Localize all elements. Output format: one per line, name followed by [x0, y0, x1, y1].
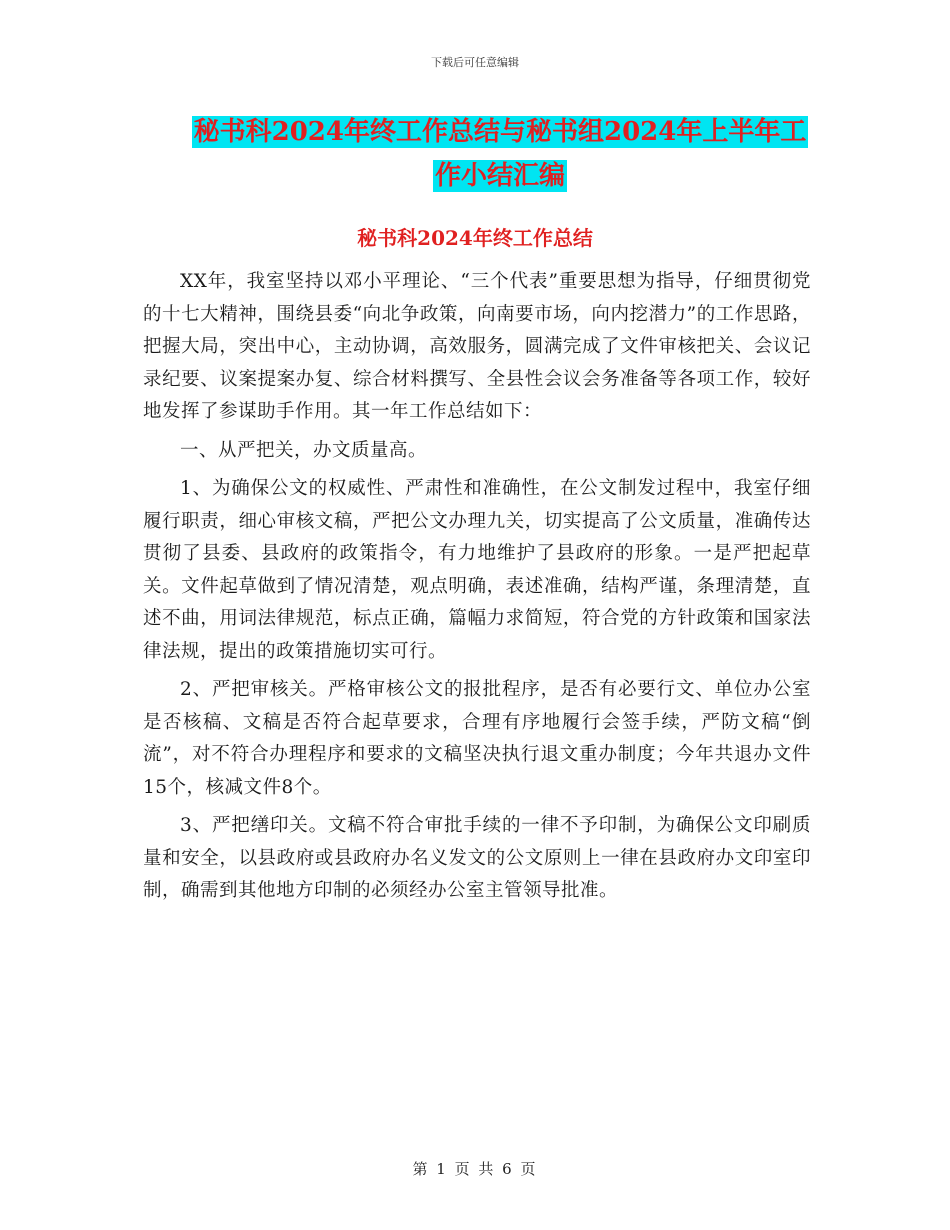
paragraph-item-1: 1、为确保公文的权威性、严肃性和准确性，在公文制发过程中，我室仔细履行职责，细心审核文稿，严把公文办理九关，切实提高了公文质量，准确传达贯彻了县委、县政府的政策指令，有力地维护了县政府的形象。一是严把起草关。文件起草做到了情况清楚，观点明确，表述准确，结构严谨，条理清楚，直述不曲，用词法律规范，标点正确，篇幅力求简短，符合党的方针政策和国家法律法规，提出的政策措施切实可行。 [143, 478, 811, 662]
paragraph-item-3: 3、严把缮印关。文稿不符合审批手续的一律不予印制，为确保公文印刷质量和安全，以县政府或县政府办名义发文的公文原则上一律在县政府办文印室印制，确需到其他地方印制的必须经办公室主管领导批准。 [143, 815, 811, 901]
document-body [143, 266, 811, 914]
document-title [130, 110, 870, 198]
page-number: 第 1 页 共 6 页 [412, 1160, 538, 1178]
page-header-note: 下载后可任意编辑 [431, 56, 519, 69]
section-title: 秘书科2024年终工作总结 [357, 226, 593, 250]
paragraph-intro: XX年，我室坚持以邓小平理论、“三个代表”重要思想为指导，仔细贯彻党的十七大精神，围绕县委“向北争政策，向南要市场，向内挖潜力”的工作思路，把握大局，突出中心，主动协调，高效服务，圆满完成了文件审核把关、会议记录纪要、议案提案办复、综合材料撰写、全县性会议会务准备等各项工作，较好地发挥了参谋助手作用。其一年工作总结如下： [143, 271, 811, 422]
paragraph-heading-1: 一、从严把关，办文质量高。 [180, 439, 428, 461]
paragraph-item-2: 2、严把审核关。严格审核公文的报批程序，是否有必要行文、单位办公室是否核稿、文稿是否符合起草要求，合理有序地履行会签手续，严防文稿“倒流”，对不符合办理程序和要求的文稿坚决执行退文重办制度；今年共退办文件15个，核减文件8个。 [143, 679, 811, 798]
title-line-2: 作小结汇编 [434, 161, 565, 191]
title-line-1: 秘书科2024年终工作总结与秘书组2024年上半年工 [193, 117, 807, 147]
